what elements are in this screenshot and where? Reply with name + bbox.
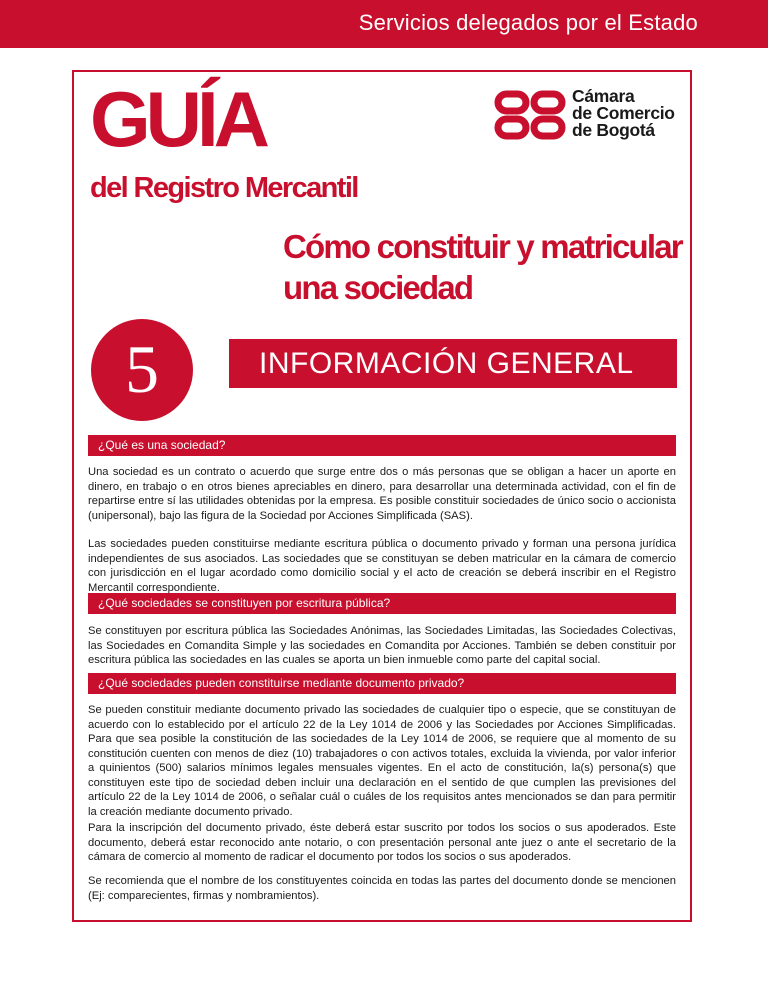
header-band-text: Servicios delegados por el Estado [358, 10, 698, 35]
section-title: ¿Qué sociedades se constituyen por escritura pública? [98, 596, 391, 610]
header-band [0, 0, 768, 48]
topic-title [283, 226, 682, 308]
logo-line: Cámara [572, 86, 635, 106]
chamber-logo-mark-icon [494, 90, 568, 140]
paragraph: Para la inscripción del documento privado, éste deberá estar suscrito por todos los socios o sus apoderados. Este documento, deberá estar reconocido ante notario, o con presentación personal ante juez o ante el secretario de la cámara de comercio al momento de radicar el documento por todos los socios o sus apoderados. [88, 822, 676, 863]
section-banner [229, 339, 677, 388]
section-title: ¿Qué sociedades pueden constituirse mediante documento privado? [98, 676, 465, 690]
topic-title-line: Cómo constituir y matricular [283, 228, 682, 265]
section-header-documento-privado [88, 673, 676, 694]
logo-line: de Bogotá [572, 120, 655, 140]
topic-title-line: una sociedad [283, 269, 473, 306]
paragraph: Una sociedad es un contrato o acuerdo que surge entre dos o más personas que se obligan a hacer un aporte en dinero, en trabajo o en otros bienes apreciables en dinero, para desarrollar una determinada actividad, con el fin de repartirse entre sí las utilidades obtenidas por la empresa. Es posible constituir sociedades de único socio o accionista (unipersonal), bajo las figura de la Sociedad por Acciones Simplificada (SAS). [88, 466, 676, 522]
section-title: ¿Qué es una sociedad? [98, 438, 226, 452]
logo-line: de Comercio [572, 103, 675, 123]
paragraph: Se constituyen por escritura pública las Sociedades Anónimas, las Sociedades Limitadas, las Sociedades Colectivas, las Sociedades en Comandita Simple y las sociedades en Comandita por Acciones. También se deben constituir por escritura pública las sociedades en las cuales se aporta un bien inmueble como parte del capital social. [88, 625, 676, 666]
paragraph: Se recomienda que el nombre de los constituyentes coincida en todas las partes del documento donde se mencionen (Ej: comparecientes, firmas y nombramientos). [88, 875, 676, 902]
paragraph: Las sociedades pueden constituirse mediante escritura pública o documento privado y forman una persona jurídica independientes de sus asociados. Las sociedades que se constituyan se deben matricular en la cámara de comercio con jurisdicción en el lugar acordado como domicilio social y el acto de creación se deberá inscribir en el Registro Mercantil correspondiente. [88, 538, 676, 594]
guide-number-badge: 5 [91, 319, 193, 421]
guide-title: GUÍA [90, 75, 265, 163]
paragraph: Se pueden constituir mediante documento privado las sociedades de cualquier tipo o especie, que se constituyan de acuerdo con lo establecido por el artículo 22 de la Ley 1014 de 2006 y las Sociedades por Acciones Simplificadas. Para que sea posible la constitución de las sociedades de la Ley 1014 de 2006, se requiere que al momento de su constitución cuenten con menos de diez (10) trabajadores o con activos totales, excluida la vivienda, por valor inferior a quinientos (500) salarios mínimos legales mensuales vigentes. En el acto de constitución, la(s) persona(s) que constituyen este tipo de sociedad deben incluir una declaración en el sentido de que cumplen las previsiones del artículo 22 de la Ley 1014 de 2006, o señalar cuál o cuáles de los requisitos antes mencionados se dan para permitir la creación mediante documento privado. [88, 704, 676, 818]
guide-subtitle: del Registro Mercantil [90, 172, 358, 204]
section-header-que-es [88, 435, 676, 456]
chamber-logo [494, 88, 684, 142]
chamber-logo-text [572, 88, 675, 139]
section-banner-text: INFORMACIÓN GENERAL [259, 347, 634, 380]
section-header-escritura-publica [88, 593, 676, 614]
